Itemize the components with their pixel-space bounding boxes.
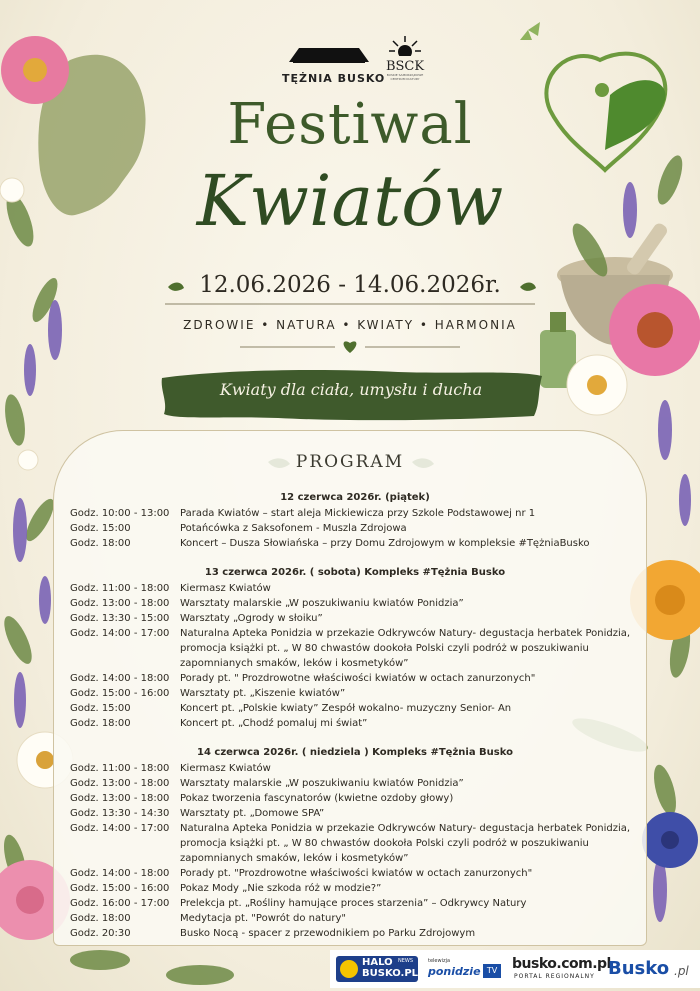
busko-com-logo-text: busko.com.pl: [512, 956, 611, 972]
festival-title-line1: Festiwal: [227, 92, 473, 157]
event-row: [70, 926, 640, 941]
event-time: Godz. 14:00 - 17:00: [70, 823, 170, 834]
ponidzie-tv-badge: TV: [483, 964, 501, 978]
event-desc: Parada Kwiatów – start aleja Mickiewicza przy Szkole Podstawowej nr 1: [180, 508, 536, 519]
event-time: Godz. 13:00 - 18:00: [70, 778, 170, 789]
halo-logo-news: NEWS: [398, 958, 414, 964]
event-desc: Pokaz Mody „Nie szkoda róż w modzie?”: [180, 883, 382, 894]
event-time: Godz. 20:30: [70, 928, 131, 939]
event-desc: Warsztaty pt. „Domowe SPA”: [180, 808, 325, 819]
event-row: [70, 581, 640, 596]
event-time: Godz. 14:00 - 17:00: [70, 628, 170, 639]
event-row: [70, 701, 640, 716]
event-desc: Kiermasz Kwiatów: [180, 583, 271, 594]
event-desc: Kiermasz Kwiatów: [180, 763, 271, 774]
sun-icon: [388, 36, 422, 56]
program-title: PROGRAM: [295, 452, 405, 472]
event-time: Godz. 13:00 - 18:00: [70, 598, 170, 609]
event-time: Godz. 13:30 - 15:00: [70, 613, 170, 624]
event-time: Godz. 15:00: [70, 703, 131, 714]
event-time: Godz. 15:00: [70, 523, 131, 534]
event-desc: Warsztaty malarskie „W poszukiwaniu kwiatów Ponidzia”: [180, 778, 464, 789]
event-time: Godz. 18:00: [70, 538, 131, 549]
event-row: [70, 866, 640, 881]
sponsor-footer: [330, 950, 700, 988]
event-row: [70, 716, 640, 731]
ponidzie-tv-logo[interactable]: [428, 956, 504, 982]
event-desc: Warsztaty pt. „Kiszenie kwiatów”: [180, 688, 346, 699]
event-time: Godz. 14:00 - 18:00: [70, 868, 170, 879]
teznia-logo-text: TĘŻNIA BUSKO: [282, 72, 386, 85]
event-time: Godz. 11:00 - 18:00: [70, 583, 170, 594]
event-desc: Koncert pt. „Polskie kwiaty” Zespół wokalno- muzyczny Senior- An: [180, 703, 512, 714]
event-row: [70, 506, 640, 521]
event-row: [70, 521, 640, 536]
event-row: [70, 626, 640, 671]
event-row: [70, 881, 640, 896]
bsck-logo-text: BSCK: [385, 59, 425, 74]
event-desc: Warsztaty „Ogrody w słoiku”: [180, 613, 323, 624]
event-time: Godz. 13:00 - 18:00: [70, 793, 170, 804]
event-row: [70, 791, 640, 806]
event-desc: Potańcówka z Saksofonem - Muszla Zdrojowa: [180, 523, 407, 534]
header-logos: [0, 34, 700, 86]
event-row: [70, 686, 640, 701]
festival-title-line2: Kwiatów: [196, 160, 504, 242]
event-row: [70, 821, 640, 866]
banner-slogan: Kwiaty dla ciała, umysłu i ducha: [219, 380, 483, 399]
event-row: [70, 896, 640, 911]
teznia-logo: [282, 44, 386, 85]
event-desc: Medytacja pt. "Powrót do natury": [180, 913, 346, 924]
event-time: Godz. 10:00 - 13:00: [70, 508, 170, 519]
busko-pl-logo-suffix: .pl: [674, 964, 689, 978]
day-title: 14 czerwca 2026r. ( niedziela ) Kompleks #Tężnia Busko: [197, 747, 513, 758]
bsck-logo-subtext: BUSKIE SAMORZĄDOWE CENTRUM KULTURY: [386, 73, 424, 81]
event-desc: Koncert pt. „Chodź pomaluj mi świat”: [180, 718, 368, 729]
event-desc: Naturalna Apteka Ponidzia w przekazie Odkrywców Natury- degustacja herbatek Ponidzia, promocja książki pt. „ W 80 chwastów dookoła Polski czyli podróż w poszukiwaniu zapomnianych smaków, leków i kosmetyków”: [180, 628, 631, 669]
program-schedule: [70, 488, 640, 941]
halo-logo-text1: HALO: [362, 957, 393, 968]
event-row: [70, 611, 640, 626]
event-time: Godz. 15:00 - 16:00: [70, 883, 170, 894]
halo-busko-logo[interactable]: [336, 956, 418, 982]
event-time: Godz. 11:00 - 18:00: [70, 763, 170, 774]
ponidzie-logo-text: ponidzie: [428, 965, 481, 978]
event-time: Godz. 14:00 - 18:00: [70, 673, 170, 684]
event-desc: Busko Nocą - spacer z przewodnikiem po Parku Zdrojowym: [180, 928, 476, 939]
teznia-roof-icon: [285, 44, 373, 64]
event-time: Godz. 18:00: [70, 913, 131, 924]
event-desc: Koncert – Dusza Słowiańska – przy Domu Zdrojowym w kompleksie #TężniaBusko: [180, 538, 590, 549]
busko-pl-logo-text: Busko: [608, 958, 670, 979]
busko-com-logo-sub: PORTAL REGIONALNY: [514, 973, 595, 980]
festival-motto: ZDROWIE • NATURA • KWIATY • HARMONIA: [183, 318, 517, 332]
bsck-logo: [382, 36, 428, 88]
event-row: [70, 536, 640, 551]
event-row: [70, 911, 640, 926]
event-time: Godz. 13:30 - 14:30: [70, 808, 170, 819]
event-row: [70, 806, 640, 821]
day-title: 12 czerwca 2026r. (piątek): [280, 492, 430, 503]
halo-logo-text2: BUSKO.PL: [362, 968, 419, 979]
busko-com-pl-logo[interactable]: [512, 956, 611, 982]
event-desc: Porady pt. "Prozdrowotne właściwości kwiatów w octach zanurzonych": [180, 868, 533, 879]
event-row: [70, 776, 640, 791]
event-desc: Pokaz tworzenia fascynatorów (kwietne ozdoby głowy): [180, 793, 454, 804]
event-desc: Prelekcja pt. „Rośliny hamujące proces starzenia” – Odkrywcy Natury: [180, 898, 527, 909]
event-desc: Naturalna Apteka Ponidzia w przekazie Odkrywców Natury- degustacja herbatek Ponidzia, promocja książki pt. „ W 80 chwastów dookoła Polski czyli podróż w poszukiwaniu zapomnianych smaków, leków i kosmetyków”: [180, 823, 631, 864]
event-row: [70, 761, 640, 776]
day-title: 13 czerwca 2026r. ( sobota) Kompleks #Tężnia Busko: [204, 567, 506, 578]
event-row: [70, 596, 640, 611]
event-row: [70, 671, 640, 686]
event-desc: Porady pt. " Prozdrowotne właściwości kwiatów w octach zanurzonych": [180, 673, 536, 684]
busko-pl-logo[interactable]: [608, 956, 696, 982]
event-time: Godz. 15:00 - 16:00: [70, 688, 170, 699]
event-desc: Warsztaty malarskie „W poszukiwaniu kwiatów Ponidzia”: [180, 598, 464, 609]
event-time: Godz. 16:00 - 17:00: [70, 898, 170, 909]
halo-play-icon: [340, 960, 358, 978]
festival-dates: 12.06.2026 - 14.06.2026r.: [199, 272, 501, 298]
ponidzie-logo-sub: telewizja: [428, 958, 451, 964]
event-time: Godz. 18:00: [70, 718, 131, 729]
